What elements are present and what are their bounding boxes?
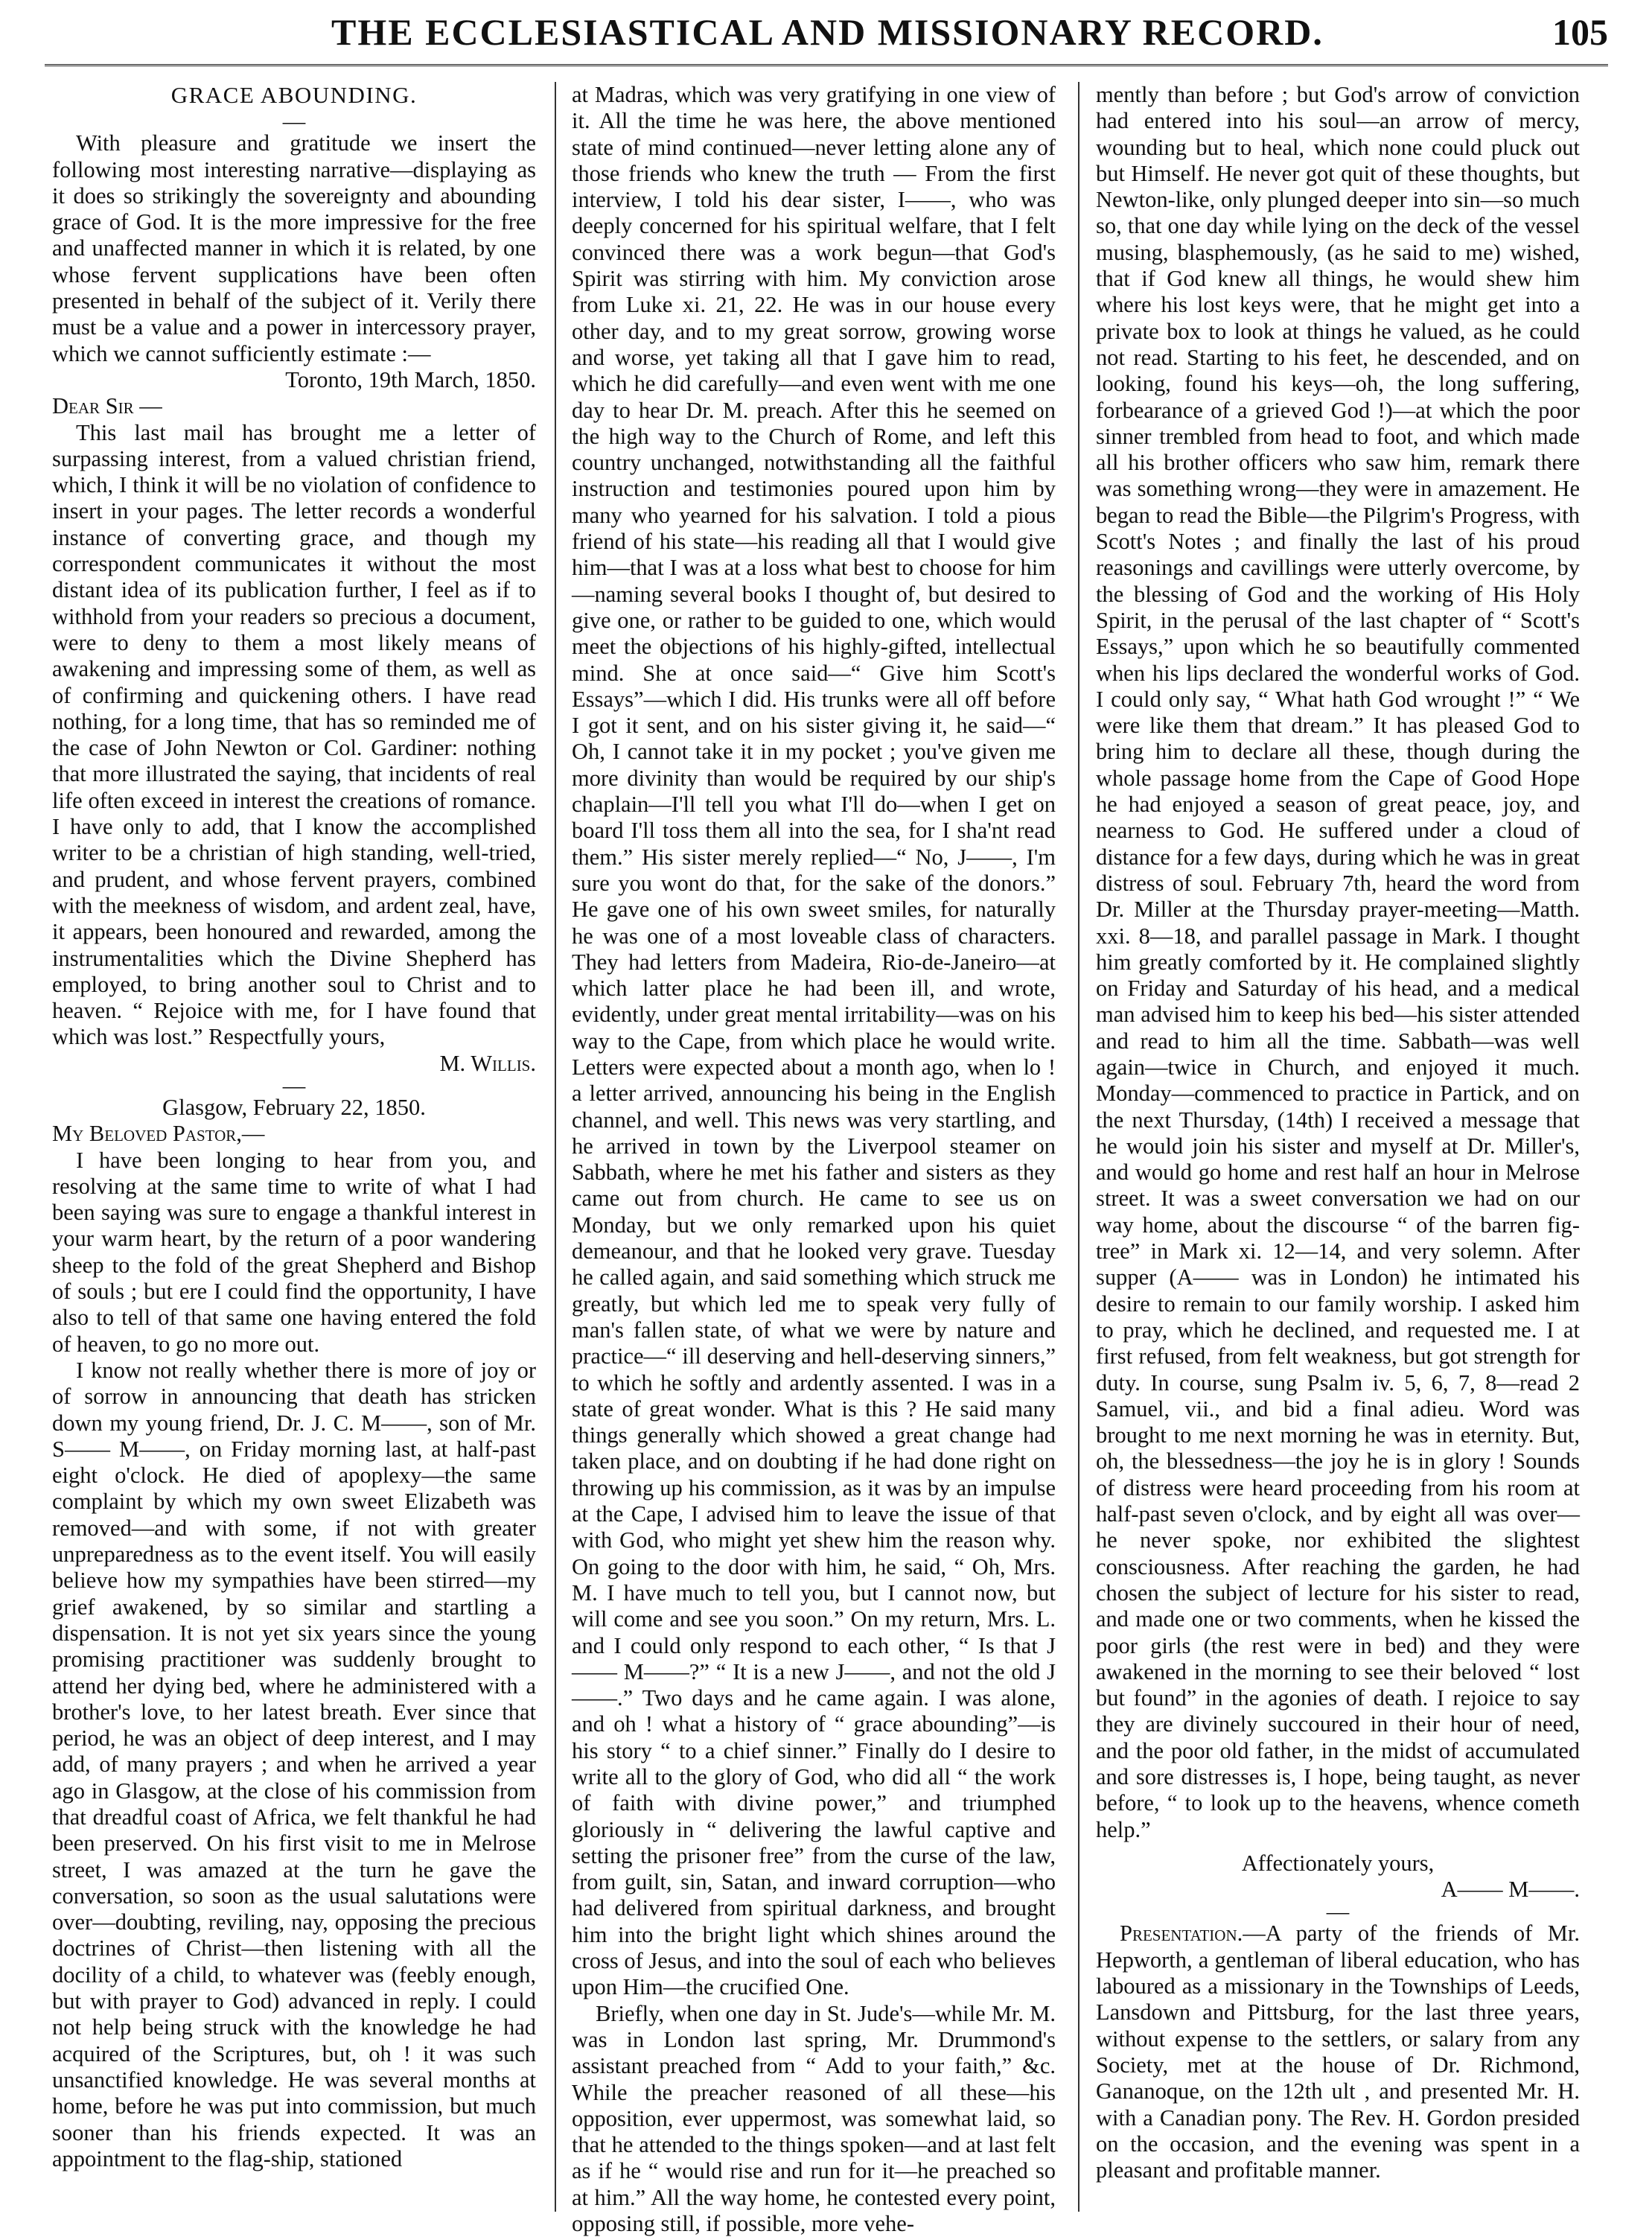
letter2-continued-paragraph: mently than before ; but God's arrow of conviction had entered into his soul—an arrow of mercy, wounding but to heal, which none could pluck out but Himself. He never got quit of these thoughts, but Newton-like, only plunged deeper into sin—so much so, that one day while lying on the deck of the vessel musing, blasphemously, (as he said to me) wished, that if God knew all things, he would shew him where his lost keys were, that he might get into a private box to look at things he valued, as he could not read. Starting to his feet, he descended, and on looking, found his keys—oh, the long suffering, forbearance of a grieved God !)—at which the poor sinner trembled from head to foot, and which made all his brother officers who saw him, remark there was something wrong—they were in amazement. He began to read the Bible—the Pilgrim's Progress, with Scott's Notes ; and finally the last of his proud reasonings and cavillings were utterly overcome, by the blessing of God and the working of His Holy Spirit, in the perusal of the last chapter of “ Scott's Essays,” upon which he so beautifully commented when his lips declared the wonderful works of God. I could only say, “ What hath God wrought !” “ We were like them that dream.” It has pleased God to bring him to declare all these, though during the whole passage home from the Cape of Good Hope he had enjoyed a season of great peace, joy, and nearness to God. He suffered under a cloud of distance for a few days, during which he was in great distress of soul. February 7th, heard the word from Dr. Miller at the Thursday prayer-meeting—Matth. xxi. 8—18, and parallel passage in Mark. I thought him greatly comforted by it. He complained slightly on Friday and Saturday of his head, and a medical man advised him to keep his bed—his sister attended and read to him all the time. Sabbath—was well again—twice in Church, and enjoyed it much. Monday—commenced to practice in Partick, and on the next Thursday, (14th) I received a message that he would join his sister and myself at Dr. Miller's, and would go home and rest half an hour in Melrose street. It was a sweet conversation we had on our way home, about the discourse “ of the barren fig-tree” in Mark xi. 12—14, and very solemn. After supper (A—— was in London) he intimated his desire to remain to our family worship. I asked him to pray, which he declined, and requested me. I at first refused, from felt weakness, but got strength for duty. In course, sung Psalm iv. 5, 6, 7, 8—read 2 Samuel, vii., and bid a final adieu. Word was brought to me next morning he was in eternity. But, oh, the blessedness—the joy he is in glory ! Sounds of distress were heard proceeding from his room at half-past seven o'clock, and by eight all was over—he never spoke, nor exhibited the slightest consciousness. After reaching the garden, he had chosen the subject of lecture for his sister to read, and made one or two comments, when he kissed the poor girls (the rest were in bed) and they were awakened in the morning to see their beloved “ lost but found” in the agonies of death. I rejoice to say they are divinely succoured in their hour of need, and the poor old father, in the midst of accumulated and sore distresses is, I hope, being taught, as never before, “ to look up to the heavens, whence cometh help.”: [1096, 82, 1580, 1842]
column-divider: [555, 82, 556, 2212]
column-right: [1096, 82, 1580, 2219]
section-dash: —: [282, 1072, 306, 1098]
header-rule: [45, 64, 1608, 66]
editor-intro-paragraph: With pleasure and gratitude we insert the following most interesting narrative—displaying as it does so strikingly the sovereignty and abounding grace of God. It is the more impressive for the free and unaffected manner in which it is related, by one whose fervent supplications have been often presented in behalf of the subject of it. Verily there must be a value and a power in intercessory prayer, which we cannot sufficiently estimate :—: [52, 130, 536, 366]
page-number: 105: [1552, 11, 1608, 53]
presentation-notice: [1096, 1921, 1580, 2183]
letter2-paragraph: I have been longing to hear from you, and resolving at the same time to write of what I had been saying was sure to engage a thankful interest in your warm heart, by the return of a poor wandering sheep to the fold of the great Shepherd and Bishop of souls ; but ere I could find the opportunity, I have also to tell of that same one having entered the fold of heaven, to go no more out.: [52, 1147, 536, 1357]
letter1-salutation: Dear Sir —: [52, 393, 162, 419]
column-divider: [1078, 82, 1079, 2212]
letter2-paragraph: I know not really whether there is more of joy or of sorrow in announcing that death has stricken down my young friend, Dr. J. C. M——, son of Mr. S—— M——, on Friday morning last, at half-past eight o'clock. He died of apoplexy—the same complaint by which my own sweet Elizabeth was removed—and with some, if not with greater unpreparedness as to the event itself. You will easily believe how my sympathies have been stirred—my grief awakened, by so similar and startling a dispensation. It is not yet six years since the young promising practitioner was suddenly brought to attend her dying bed, where he administered with a brother's love, to her latest breath. Ever since that period, he was an object of deep interest, and I may add, of many prayers ; and when he arrived a year ago in Glasgow, at the close of his commission from that dreadful coast of Africa, we felt thankful he had been preserved. On his first visit to me in Melrose street, I was amazed at the turn he gave the conversation, so soon as the usual salutations were over—doubting, reviling, nay, opposing the precious doctrines of Christ—then listening with all the docility of a child, to whatever was (feebly enough, but with prayer to God) advanced in reply. I could not help being struck with the knowledge he had acquired of the Scriptures, but, oh ! it was such unsanctified knowledge. He was several months at home, before he was put into commission, but much sooner than his friends expected. It was an appointment to the flag-ship, stationed: [52, 1357, 536, 2171]
article-heading: GRACE ABOUNDING.: [170, 82, 418, 108]
presentation-text: —A party of the friends of Mr. Hepworth, a gentleman of liberal education, who has laboured as a missionary in the Townships of Leeds, Lansdown and Pittsburg, for the last three years, without expense to the settlers, or salary from any Society, met at the house of Dr. Richmond, Gananoque, on the 12th ult , and presented Mr. H. with a Canadian pony. The Rev. H. Gordon presided on the occasion, and the evening was spent in a pleasant and profitable manner.: [1096, 1921, 1580, 2183]
letter1-signature: M. Willis.: [439, 1050, 536, 1076]
column-middle: [572, 82, 1056, 2237]
column-left: [52, 82, 536, 2219]
section-dash: —: [1326, 1899, 1350, 1925]
letter2-signature: A—— M——.: [1441, 1877, 1580, 1903]
letter1-body: This last mail has brought me a letter of surpassing interest, from a valued christian friend, which, I think it will be no violation of confidence to insert in your pages. The letter records a wonderful instance of converting grace, and though my correspondent communicates it without the most distant idea of its publication further, I feel as if to withhold from your readers so precious a document, were to deny to them a most likely means of awakening and impressing some of them, as well as of confirming and quickening others. I have read nothing, for a long time, that has so reminded me of the case of John Newton or Col. Gardiner: nothing that more illustrated the saying, that incidents of real life often exceed in interest the creations of romance. I have only to add, that I know the accomplished writer to be a christian of high standing, well-tried, and prudent, and whose fervent prayers, combined with the meekness of wisdom, and ardent zeal, have, it appears, been honoured and rewarded, among the instrumentalities which the Divine Shepherd has employed, to bring another soul to Christ and to heaven. “ Rejoice with me, for I have found that which was lost.” Respectfully yours,: [52, 419, 536, 1050]
letter2-continued-paragraph: at Madras, which was very gratifying in one view of it. All the time he was here, the above mentioned state of mind continued—never letting alone any of those friends who knew the truth — From the first interview, I told his dear sister, I——, who was deeply concerned for his spiritual welfare, that I felt convinced there was a work begun—that God's Spirit was stirring with him. My conviction arose from Luke xi. 21, 22. He was in our house every other day, and to my great sorrow, growing worse and worse, yet taking all that I gave him to read, which he did carefully—and even went with me one day to hear Dr. M. preach. After this he seemed on the high way to the Church of Rome, and left this country unchanged, notwithstanding all the faithful instruction and testimonies poured upon him by many who yearned for his salvation. I told a pious friend of his state—his reading all that I would give him—that I was at a loss what best to choose for him—naming several books I thought of, but desired to give one, or rather to be guided to one, which would meet the objections of his highly-gifted, intellectual mind. She at once said—“ Give him Scott's Essays”—which I did. His trunks were all off before I got it sent, and on his sister giving it, he said—“ Oh, I cannot take it in my pocket ; you've given me more divinity than would be required by our ship's chaplain—I'll tell you what I'll do—when I get on board I'll toss them all into the sea, for I sha'nt read them.” His sister merely replied—“ No, J——, I'm sure you wont do that, for the sake of the donors.” He gave one of his own sweet smiles, for naturally he was one of a most loveable class of characters. They had letters from Madeira, Rio-de-Janeiro—at which latter place he had been ill, and wrote, evidently, under great mental irritability—was on his way to the Cape, from which place he would write. Letters were expected about a month ago, when lo ! a letter arrived, announcing his being in the English channel, and well. This news was very startling, and he arrived in town by the Liverpool steamer on Sabbath, where he met his father and sisters as they came out from church. He came to see us on Monday, but we only remarked upon his quiet demeanour, and that he looked very grave. Tuesday he called again, and said something which struck me greatly, but which led me to speak very fully of man's fallen state, of what we were by nature and practice—“ ill deserving and hell-deserving sinners,” to which he softly and ardently assented. I was in a state of great wonder. What is this ? He said many things generally which showed a great change had taken place, and on doubting if he had done right on throwing up his commission, as it was by an impulse at the Cape, I advised him to leave the issue of that with God, who might yet shew him the reason why. On going to the door with him, he said, “ Oh, Mrs. M. I have much to tell you, but I cannot now, but will come and see you soon.” On my return, Mrs. L. and I could only respond to each other, “ Is that J—— M——?” “ It is a new J——, and not the old J——.” Two days and he came again. I was alone, and oh ! what a history of “ grace abounding”—is his story “ to a chief sinner.” Finally do I desire to write all to the glory of God, who did all “ the work of faith with divine power,” and triumphed gloriously in “ delivering the lawful captive and setting the prisoner free” from the curse of the law, from guilt, sin, Satan, and inward corruption—who had delivered from spiritual darkness, and brought him into the bright light which shines around the cross of Jesus, and into the soul of each who believes upon Him—the crucified One.: [572, 82, 1056, 2000]
letter2-dateline: Glasgow, February 22, 1850.: [162, 1094, 426, 1120]
masthead: [45, 7, 1608, 67]
presentation-label: Presentation.: [1120, 1921, 1243, 1947]
publication-title: THE ECCLESIASTICAL AND MISSIONARY RECORD.: [331, 11, 1324, 53]
letter2-closing: Affectionately yours,: [1241, 1850, 1435, 1876]
letter2-paragraph: Briefly, when one day in St. Jude's—while Mr. M. was in London last spring, Mr. Drummond's assistant preached from “ Add to your faith,” &c. While the preacher reasoned of all these—his opposition, ever uppermost, was somewhat laid, so that he attended to the things spoken—and at last felt as if he “ would rise and run for it—he preached so at him.” All the way home, he contested every point, opposing still, if possible, more vehe-: [572, 2000, 1056, 2237]
letter1-dateline: Toronto, 19th March, 1850.: [285, 366, 536, 392]
letter2-salutation: My Beloved Pastor,—: [52, 1121, 265, 1147]
heading-dash: —: [282, 109, 306, 135]
